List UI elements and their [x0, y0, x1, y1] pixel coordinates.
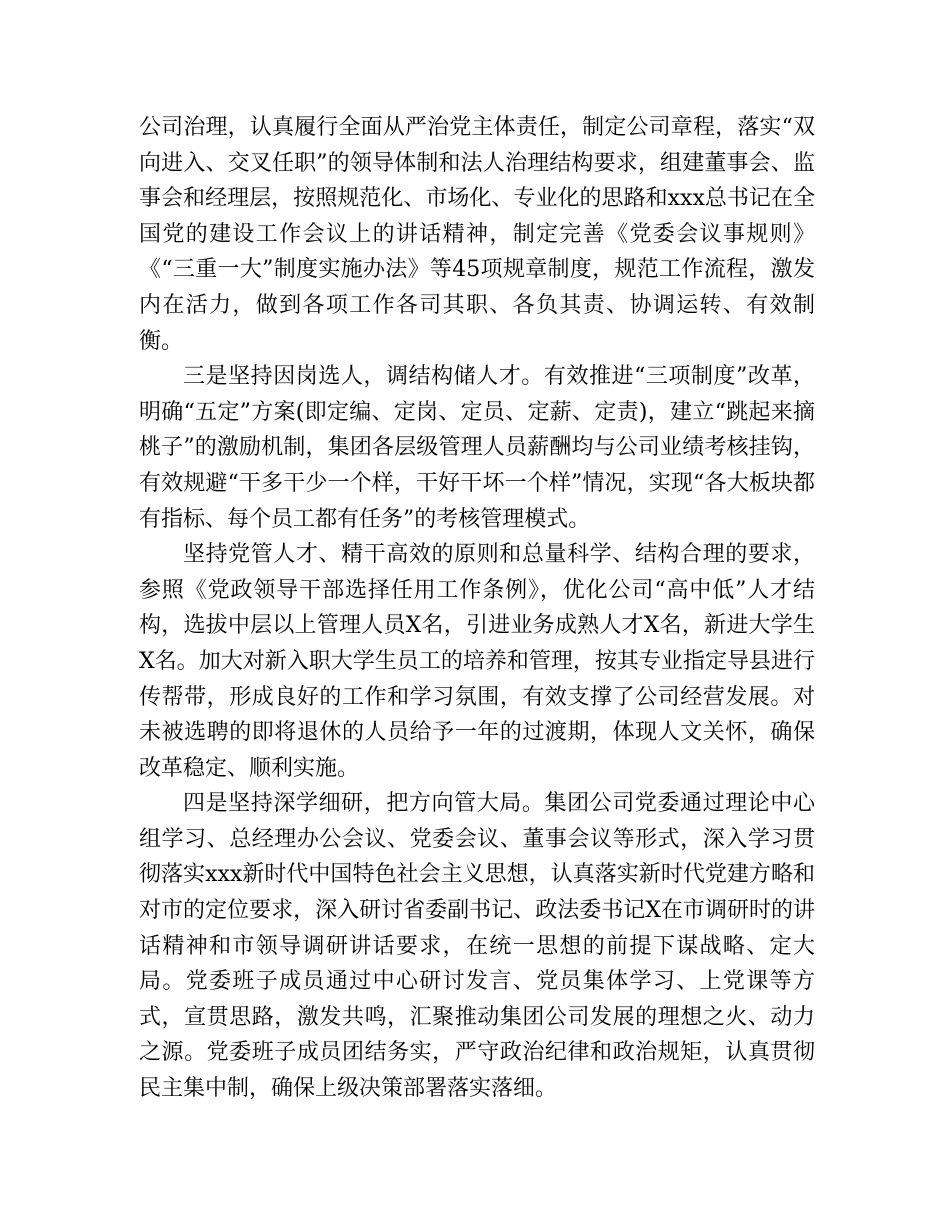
paragraph-4: 四是坚持深学细研，把方向管大局。集团公司党委通过理论中心组学习、总经理办公会议、党委会议、董事会议等形式，深入学习贯彻落实xxx新时代中国特色社会主义思想，认真落实新时代党建方略和对市的定位要求，深入研讨省委副书记、政法委书记X在市调研时的讲话精神和市领导调研讲话要求，在统一思想的前提下谋战略、定大局。党委班子成员通过中心研讨发言、党员集体学习、上党课等方式，宣贯思路，激发共鸣，汇聚推动集团公司发展的理想之火、动力之源。党委班子成员团结务实，严守政治纪律和政治规矩，认真贯彻民主集中制，确保上级决策部署落实落细。 — [139, 791, 815, 1102]
paragraph-2: 三是坚持因岗选人，调结构储人才。有效推进“三项制度”改革，明确“五定”方案(即定编、定岗、定员、定薪、定责)，建立“跳起来摘桃子”的激励机制，集团各层级管理人员薪酬均与公司业绩考核挂钩，有效规避“干多干少一个样，干好干坏一个样”情况，实现“各大板块都有指标、每个员工都有任务”的考核管理模式。 — [139, 364, 815, 532]
paragraph-3: 坚持党管人才、精干高效的原则和总量科学、结构合理的要求，参照《党政领导干部选择任用工作条例》，优化公司“高中低”人才结构，选拔中层以上管理人员X名，引进业务成熟人才X名，新进大学生X名。加大对新入职大学生员工的培养和管理，按其专业指定导县进行传帮带，形成良好的工作和学习氛围，有效支撑了公司经营发展。对未被选聘的即将退休的人员给予一年的过渡期，体现人文关怀，确保改革稳定、顺利实施。 — [139, 542, 815, 781]
paragraph-1: 公司治理，认真履行全面从严治党主体责任，制定公司章程，落实“双向进入、交叉任职”的领导体制和法人治理结构要求，组建董事会、监事会和经理层，按照规范化、市场化、专业化的思路和xxx总书记在全国党的建设工作会议上的讲话精神，制定完善《党委会议事规则》《“三重一大”制度实施办法》等45项规章制度，规范工作流程，激发内在活力，做到各项工作各司其职、各负其责、协调运转、有效制衡。 — [139, 115, 815, 354]
document-body — [139, 110, 815, 1107]
